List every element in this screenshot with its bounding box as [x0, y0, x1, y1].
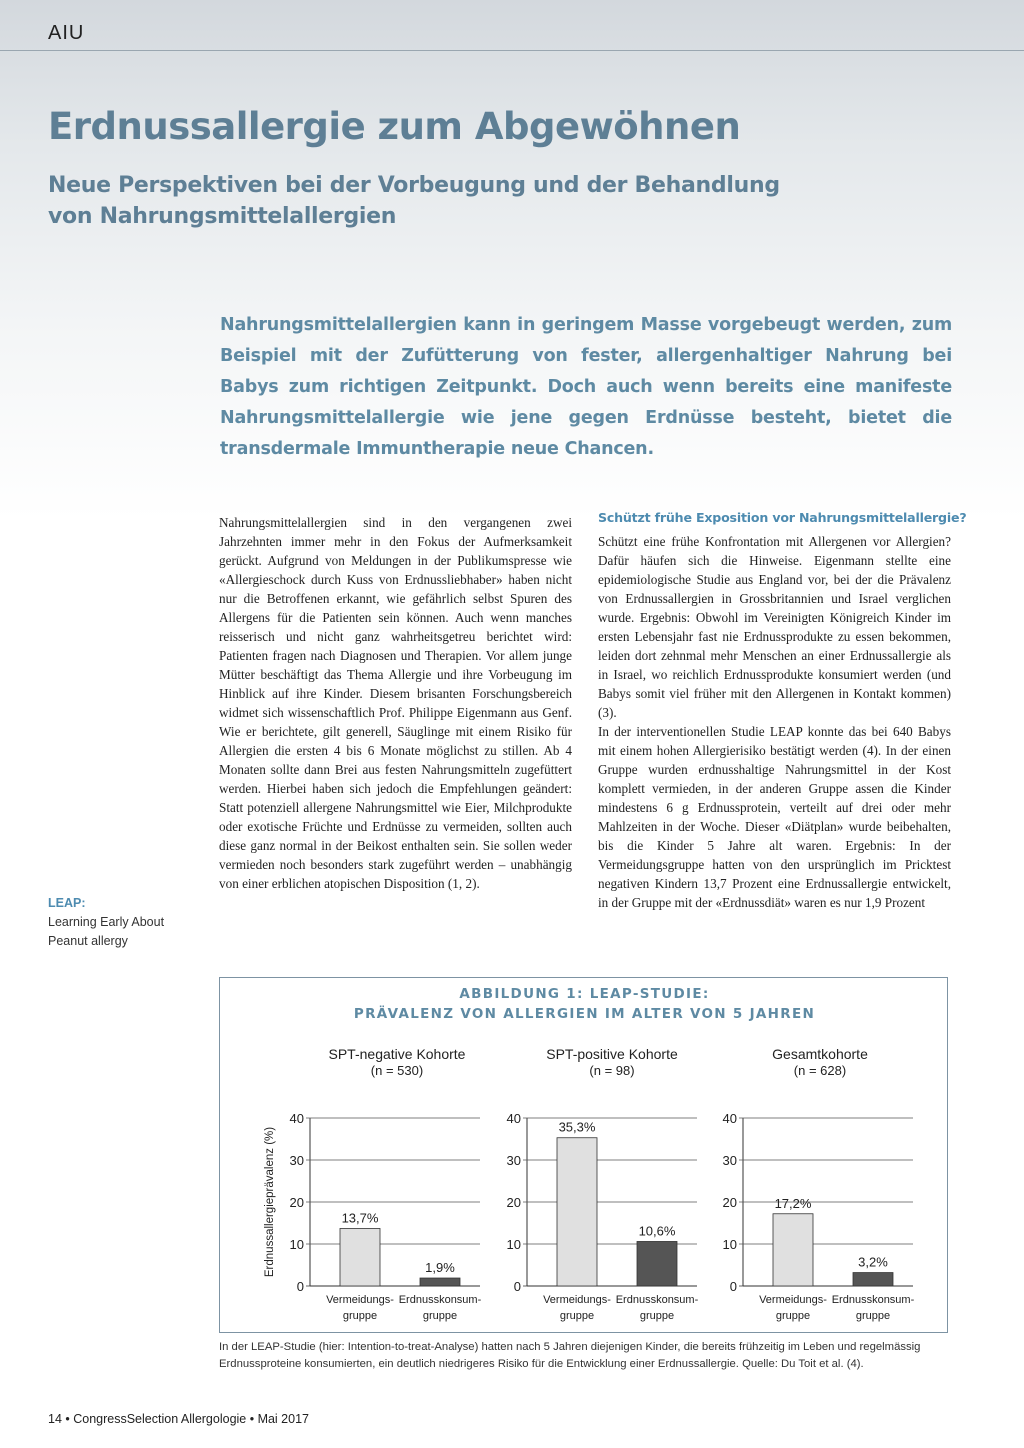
body-column-2 [598, 532, 951, 912]
category-label: gruppe [639, 1310, 675, 1322]
category-label: gruppe [559, 1310, 595, 1322]
tick-label: 40 [289, 1111, 304, 1126]
bar [773, 1214, 813, 1286]
category-label: gruppe [855, 1310, 891, 1322]
body-paragraph: Schützt eine frühe Konfrontation mit Allergenen vor Allergien? Dafür häufen sich die Hinweise. Eigenmann stellte eine epidemiologische Studie aus England vor, bei der die Prävalenz von Erdnussallergien in Grossbritannien und Israel verglichen wurde. Ergebnis: Obwohl im Vereinigten Königreich Kinder im ersten Lebensjahr fast nie Erdnussprodukte zu essen bekommen, leiden dort zehnmal mehr Menschen an einer Erdnussallergie als in Israel, wo reichlich Erdnussprodukte konsumiert werden (und Babys somit viel früher mit den Allergenen in Kontakt kommen) (3). [598, 534, 951, 720]
data-label: 1,9% [425, 1260, 455, 1276]
tick-label: 10 [506, 1237, 521, 1252]
category-label: Erdnusskonsum- [398, 1294, 482, 1306]
data-label: 35,3% [558, 1119, 596, 1135]
body-column-1 [219, 513, 572, 893]
leap-sidebar-line: Learning Early About [48, 915, 165, 929]
figure-charts [220, 978, 947, 1332]
tick-label: 0 [296, 1279, 304, 1294]
category-label: gruppe [342, 1310, 378, 1322]
category-label: Vermeidungs- [326, 1294, 394, 1306]
y-axis-label: Erdnussallergieprävalenz (%) [264, 1126, 276, 1278]
tick-label: 40 [722, 1111, 737, 1126]
chart-subtitle: (n = 530) [370, 1063, 424, 1078]
tick-label: 0 [729, 1279, 737, 1294]
data-label: 10,6% [638, 1223, 676, 1239]
header-divider [0, 50, 1024, 51]
chart-subtitle: (n = 628) [793, 1063, 847, 1078]
category-label: Vermeidungs- [543, 1294, 611, 1306]
tick-label: 10 [722, 1237, 737, 1252]
figure-box [219, 977, 948, 1333]
chart-title: Gesamtkohorte [772, 1046, 868, 1062]
leap-sidebar [48, 894, 198, 951]
tick-label: 20 [722, 1195, 737, 1210]
article-subtitle: Neue Perspektiven bei der Vorbeugung und der Behandlung von Nahrungsmittelallergien [48, 173, 780, 229]
data-label: 17,2% [774, 1195, 812, 1211]
leap-sidebar-line: Peanut allergy [48, 934, 128, 948]
category-label: gruppe [775, 1310, 811, 1322]
bar [853, 1273, 893, 1286]
tick-label: 0 [513, 1279, 521, 1294]
tick-label: 40 [506, 1111, 521, 1126]
bar [557, 1138, 597, 1286]
bar [340, 1228, 380, 1286]
tick-label: 20 [289, 1195, 304, 1210]
bar [637, 1241, 677, 1286]
tick-label: 30 [722, 1153, 737, 1168]
section-tag: AIU [48, 22, 85, 44]
page-footer: 14 • CongressSelection Allergologie • Mai 2017 [48, 1412, 309, 1426]
chart-subtitle: (n = 98) [589, 1063, 635, 1078]
tick-label: 30 [506, 1153, 521, 1168]
chart-title: SPT-negative Kohorte [328, 1046, 466, 1062]
category-label: Vermeidungs- [759, 1294, 827, 1306]
tick-label: 20 [506, 1195, 521, 1210]
category-label: Erdnusskonsum- [615, 1294, 699, 1306]
figure-caption: In der LEAP-Studie (hier: Intention-to-treat-Analyse) hatten nach 5 Jahren diejenigen Kinder, die bereits frühzeitig im Leben und regelmässig Erdnussproteine konsumierten, ein deutlich niedrigeres Risiko für die Entwicklung einer Erdnussallergie. Quelle: Du Toit et al. (4). [219, 1341, 921, 1370]
body-paragraph: Nahrungsmittelallergien sind in den vergangenen zwei Jahrzehnten immer mehr in den Fokus der Aufmerksamkeit gerückt. Aufgrund von Meldungen in der Publikumspresse wie «Allergieschock durch Kuss von Erdnussliebhaber» haben nicht nur die Betroffenen erkannt, wie gefährlich selbst Spuren des Allergens für die Patienten sein können. Auch wenn manches reisserisch und nicht ganz wahrheitsgetreu berichtet wird: Patienten fragen nach Diagnosen und Therapien. Vor allem junge Mütter beschäftigt das Thema Allergie und ihre Vorbeugung im Hinblick auf ihre Kinder. Diesem brisanten Forschungsbereich widmet sich wissenschaftlich Prof. Philippe Eigenmann aus Genf. Wie er berichtete, gilt generell, Säuglinge mit einem Risiko für Allergien die ersten 4 bis 6 Monate möglichst zu stillen. Ab 4 Monaten sollte dann Brei aus festen Nahrungsmitteln zugefüttert werden. Hierbei haben sich jedoch die Empfehlungen geändert: Statt potenziell allergene Nahrungsmittel wie Eier, Milchprodukte oder exotische Früchte und Erdnüsse zu vermeiden, sollten auch diese ganz normal in der Beikost enthalten sein. Sie sollen weder vermieden noch besonders stark zugeführt werden – unabhängig von einer erblichen atopischen Disposition (1, 2). [219, 515, 572, 891]
article-lead: Nahrungsmittelallergien kann in geringem Masse vorgebeugt werden, zum Beispiel mit der Zufütterung von fester, allergenhaltiger Nahrung bei Babys zum richtigen Zeitpunkt. Doch auch wenn bereits eine manifeste Nahrungsmittelallergie wie jene gegen Erdnüsse besteht, bietet die transdermale Immuntherapie neue Chancen. [220, 315, 952, 459]
article-title: Erdnussallergie zum Abgewöhnen [48, 105, 741, 148]
data-label: 13,7% [341, 1210, 379, 1226]
section-heading: Schützt frühe Exposition vor Nahrungsmittelallergie? [598, 510, 967, 525]
chart-title: SPT-positive Kohorte [546, 1046, 678, 1062]
leap-sidebar-title: LEAP: [48, 896, 86, 910]
body-paragraph: In der interventionellen Studie LEAP konnte das bei 640 Babys mit einem hohen Allergierisiko bestätigt werden (4). In der einen Gruppe wurden erdnusshaltige Nahrungsmittel in der Kost komplett vermieden, in der anderen Gruppe assen die Kinder mindestens 6 g Erdnussprotein, verteilt auf drei oder mehr Mahlzeiten in der Woche. Dieser «Diätplan» wurde beibehalten, bis die Kinder 5 Jahre alt waren. Ergebnis: In der Vermeidungsgruppe hatten von den ursprünglich im Pricktest negativen Kindern 13,7 Prozent eine Erdnussallergie entwickelt, in der Gruppe mit der «Erdnussdiät» waren es nur 1,9 Prozent [598, 724, 951, 910]
data-label: 3,2% [858, 1254, 888, 1270]
figure-title-line-2: PRÄVALENZ VON ALLERGIEN IM ALTER VON 5 JAHREN [353, 1006, 816, 1022]
tick-label: 10 [289, 1237, 304, 1252]
tick-label: 30 [289, 1153, 304, 1168]
figure-title-line-1: ABBILDUNG 1: LEAP-STUDIE: [459, 986, 710, 1002]
category-label: Erdnusskonsum- [831, 1294, 915, 1306]
category-label: gruppe [422, 1310, 458, 1322]
bar [420, 1278, 460, 1286]
